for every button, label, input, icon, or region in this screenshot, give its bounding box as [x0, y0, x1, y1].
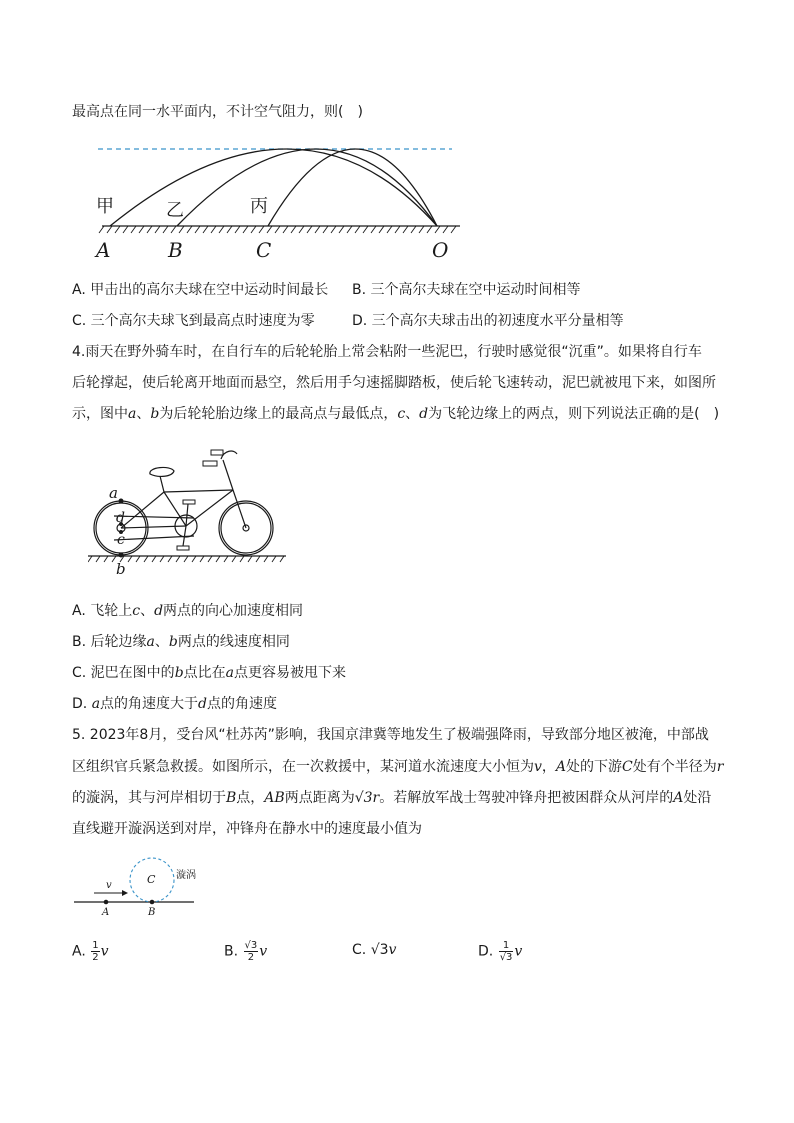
q5-option-b: B. $\frac{√3}{2}$ v — [224, 940, 268, 963]
point-b: B — [168, 238, 183, 262]
label-a: A — [102, 907, 110, 918]
q3-option-d: D. 三个高尔夫球击出的初速度水平分量相等 — [352, 313, 624, 329]
label-bing: 丙 — [250, 196, 268, 217]
q5-stem-line-4: 直线避开漩涡送到对岸，冲锋舟在静水中的速度最小值为 — [72, 821, 422, 837]
q4-stem-line-3: 示，图中a、b为后轮轮胎边缘上的最高点与最低点，c、d为飞轮边缘上的两点，则下列说法正确的是( ) — [72, 406, 720, 422]
label-jia: 甲 — [96, 196, 114, 217]
point-c-label: c — [117, 532, 125, 548]
q5-stem-line-2: 区组织官兵紧急救援。如图所示，在一次救援中，某河道水流速度大小恒为v，A处的下游C处有个半径为r — [72, 759, 724, 775]
label-yi: 乙 — [166, 200, 184, 221]
q4-option-b: B. 后轮边缘a、b两点的线速度相同 — [72, 634, 290, 650]
q3-option-a: A. 甲击出的高尔夫球在空中运动时间最长 — [72, 282, 329, 298]
q5-stem-line-1: 5. 2023年8月，受台风“杜苏芮”影响，我国京津冀等地发生了极端强降雨，导致部分地区被淹，中部战 — [72, 727, 709, 743]
q5-option-a: A. $\frac{1}{2}$ v — [72, 940, 109, 963]
q4-option-d: D. a点的角速度大于d点的角速度 — [72, 696, 278, 712]
label-b: B — [148, 907, 156, 918]
point-a: A — [96, 238, 111, 262]
point-b-label: b — [116, 560, 126, 578]
point-a-label: a — [109, 484, 118, 502]
golf-trajectory-figure — [90, 140, 470, 265]
point-d-label: d — [116, 510, 125, 526]
q3-option-c: C. 三个高尔夫球飞到最高点时速度为零 — [72, 313, 315, 329]
q3-stem-tail: 最高点在同一水平面内，不计空气阻力，则( ) — [72, 104, 363, 120]
point-o: O — [432, 238, 449, 262]
label-vortex: 漩涡 — [176, 870, 196, 881]
q4-option-c: C. 泥巴在图中的b点比在a点更容易被甩下来 — [72, 665, 347, 681]
label-v: v — [106, 880, 112, 891]
q5-option-c: C. √3v — [352, 942, 397, 958]
label-c: C — [147, 873, 156, 886]
q3-option-b: B. 三个高尔夫球在空中运动时间相等 — [352, 282, 581, 298]
q5-stem-line-3: 的漩涡，其与河岸相切于B点，AB两点距离为√3r。若解放军战士驾驶冲锋舟把被困群众从河岸的A处沿 — [72, 790, 712, 806]
q5-option-d: D. $\frac{1}{√3}$ v — [478, 940, 523, 963]
bicycle-figure — [88, 446, 288, 578]
q4-option-a: A. 飞轮上c、d两点的向心加速度相同 — [72, 603, 304, 619]
vortex-figure — [72, 856, 212, 920]
point-c: C — [256, 238, 272, 262]
q4-stem-line-2: 后轮撑起，使后轮离开地面而悬空，然后用手匀速摇脚踏板，使后轮飞速转动，泥巴就被甩下来，如图所 — [72, 375, 716, 391]
q4-stem-line-1: 4.雨天在野外骑车时，在自行车的后轮轮胎上常会粘附一些泥巴，行驶时感觉很“沉重”。如果将自行车 — [72, 344, 702, 360]
